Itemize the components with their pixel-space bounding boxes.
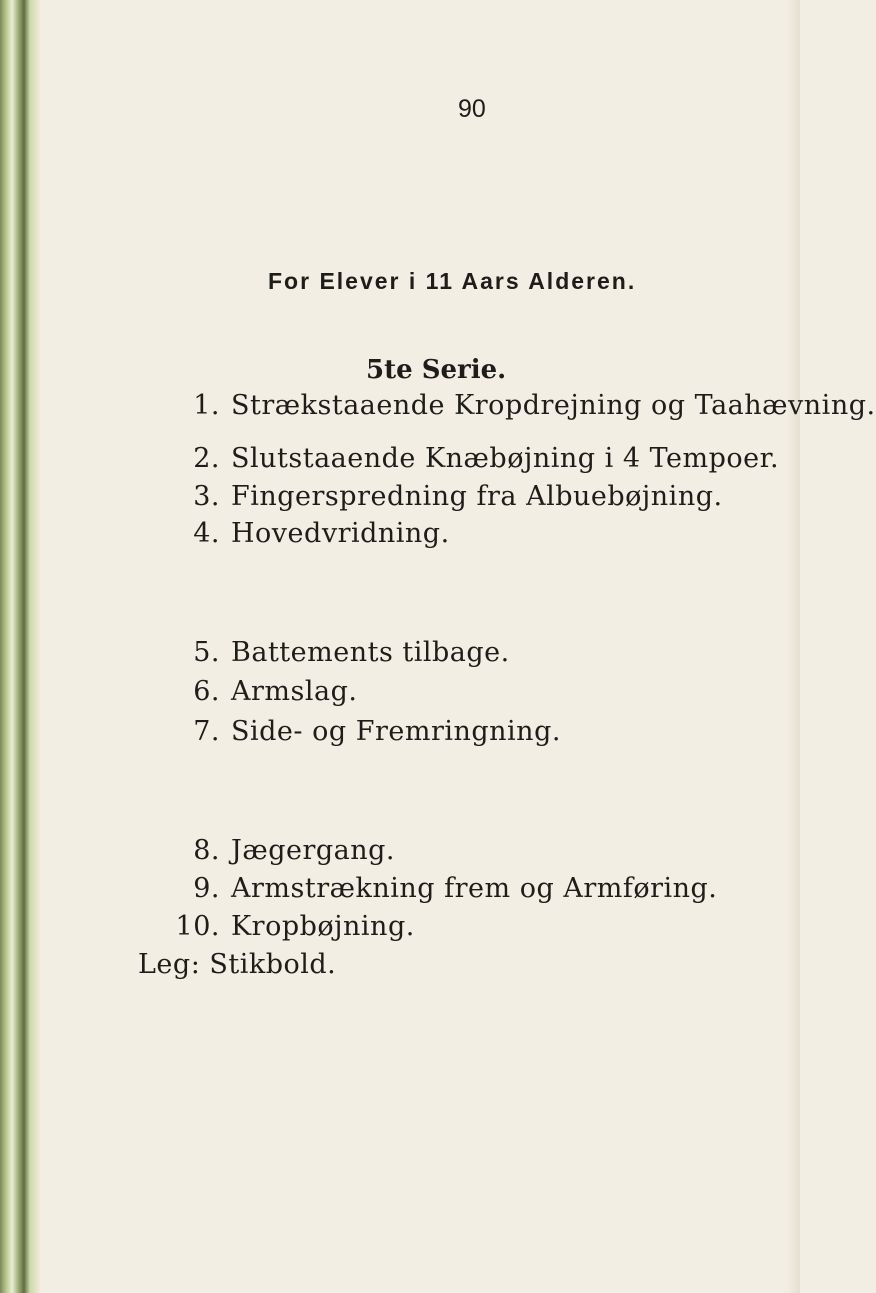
item-text: Battements tilbage. [231, 637, 510, 668]
item-text: Hovedvridning. [231, 518, 450, 549]
item-text: Side- og Fremringning. [231, 716, 561, 747]
item-text: Kropbøjning. [231, 911, 415, 942]
item-number: 8. [193, 835, 220, 866]
item-number: 6. [193, 676, 220, 707]
item-number: 9. [193, 873, 220, 904]
item-text: Strækstaaende Kropdrejning og Taahævning. [231, 390, 876, 421]
item-text: Armstrækning frem og Armføring. [231, 873, 718, 904]
item-text: Slutstaaende Knæbøjning i 4 Tempoer. [231, 443, 780, 474]
item-text: Jægergang. [231, 835, 396, 866]
page-heading: For Elever i 11 Aars Alderen. [268, 268, 637, 294]
item-text: Fingerspredning fra Albuebøjning. [231, 481, 723, 512]
item-number: 1. [193, 390, 220, 421]
page-number: 90 [458, 95, 486, 123]
leg-text: Leg: Stikbold. [138, 949, 337, 980]
item-number: 7. [193, 716, 220, 747]
page-edge [786, 0, 800, 1293]
item-text: Armslag. [231, 676, 358, 707]
series-title: 5te Serie. [366, 355, 507, 385]
item-number: 4. [193, 518, 220, 549]
item-number: 3. [193, 481, 220, 512]
item-number: 5. [193, 637, 220, 668]
book-spine [0, 0, 40, 1293]
item-number: 10. [175, 911, 220, 942]
item-number: 2. [193, 443, 220, 474]
